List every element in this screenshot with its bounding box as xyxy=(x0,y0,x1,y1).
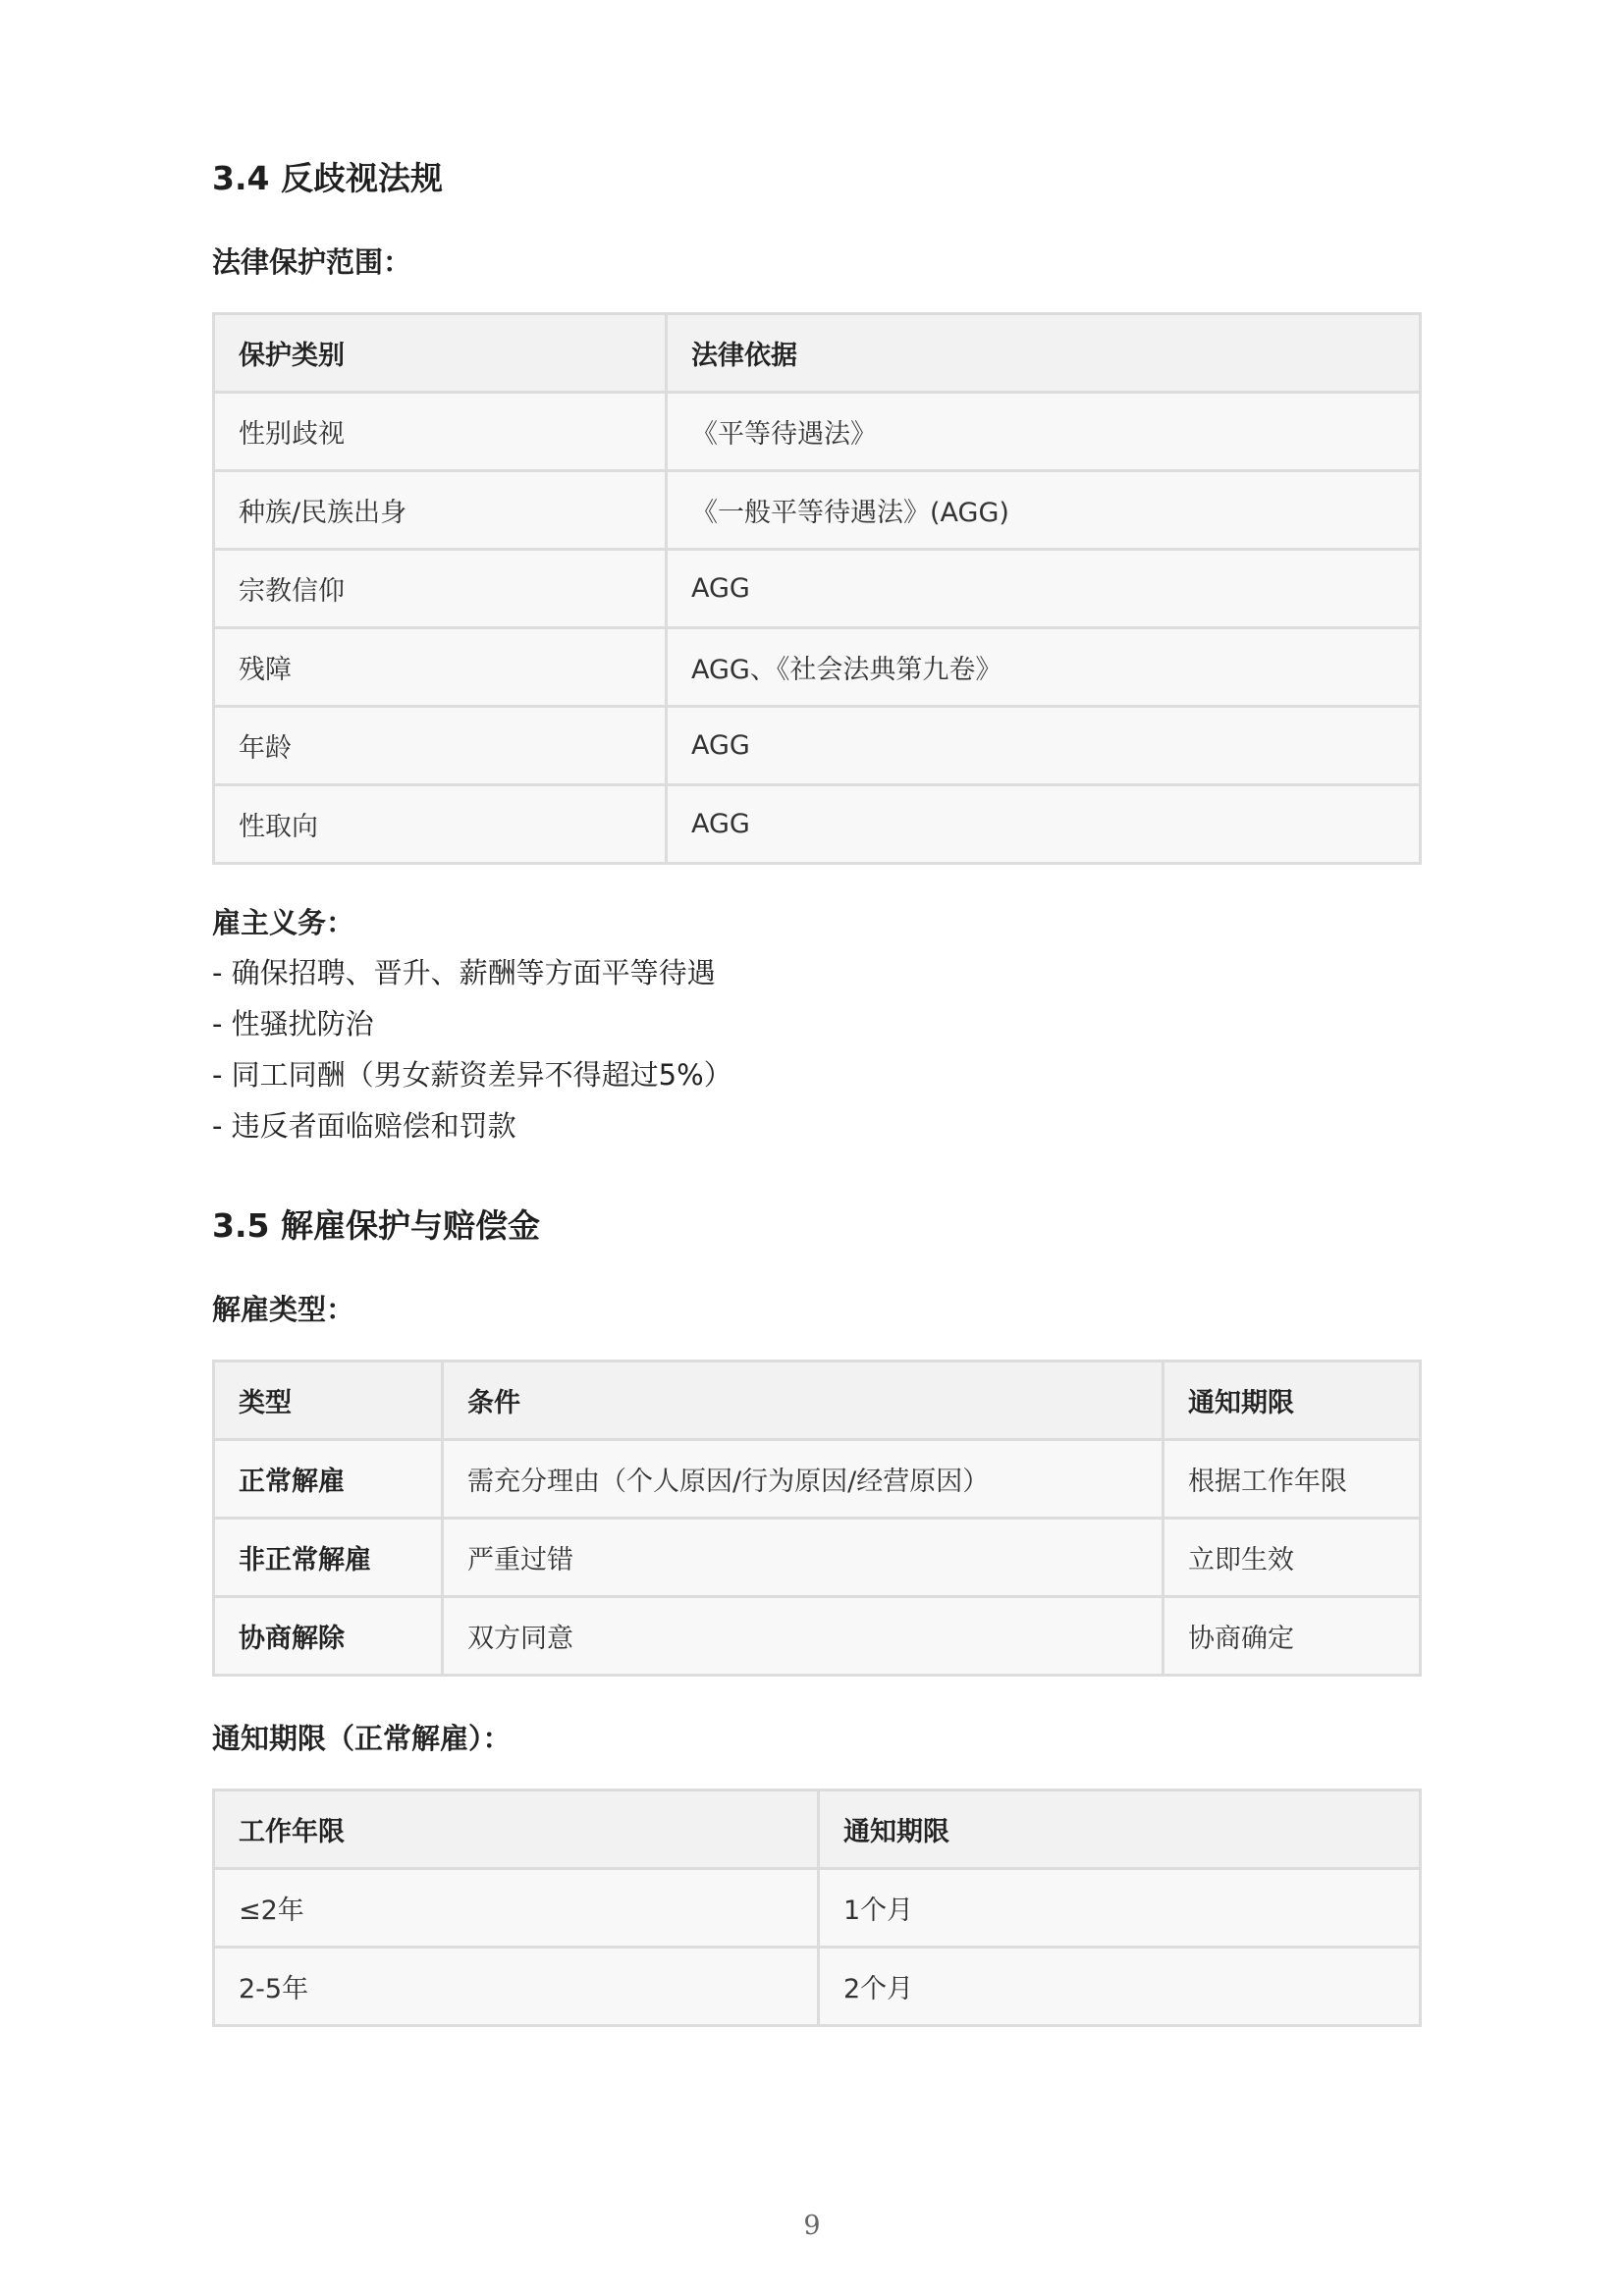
column-header: 条件 xyxy=(443,1362,1164,1440)
legal-basis-cell: 《一般平等待遇法》(AGG) xyxy=(667,471,1421,550)
dismissal-types-table xyxy=(212,1360,1422,1677)
protection-category-cell: 年龄 xyxy=(214,707,667,785)
table-row xyxy=(214,1597,1421,1676)
table-row xyxy=(214,707,1421,785)
years-of-service-cell: ≤2年 xyxy=(214,1869,819,1948)
notice-cell: 协商确定 xyxy=(1164,1597,1421,1676)
column-header: 类型 xyxy=(214,1362,443,1440)
table-row xyxy=(214,628,1421,707)
notice-cell: 立即生效 xyxy=(1164,1519,1421,1597)
legal-basis-cell: AGG xyxy=(667,707,1421,785)
employer-duties-heading: 雇主义务： xyxy=(212,906,355,939)
dismissal-types-heading: 解雇类型： xyxy=(212,1293,355,1326)
protection-category-cell: 宗教信仰 xyxy=(214,550,667,628)
protection-category-cell: 种族/民族出身 xyxy=(214,471,667,550)
list-item: - 同工同酬（男女薪资差异不得超过5%） xyxy=(212,1058,732,1092)
page-number: 9 xyxy=(803,2211,821,2241)
table-row xyxy=(214,1869,1421,1948)
list-item: - 性骚扰防治 xyxy=(212,1007,374,1041)
protection-category-cell: 残障 xyxy=(214,628,667,707)
condition-cell: 严重过错 xyxy=(443,1519,1164,1597)
dismissal-type-cell: 正常解雇 xyxy=(214,1440,443,1519)
protection-category-cell: 性别歧视 xyxy=(214,393,667,471)
table-row xyxy=(214,785,1421,864)
legal-basis-cell: AGG、《社会法典第九卷》 xyxy=(667,628,1421,707)
section-title-dismissal-protection: 3.5 解雇保护与赔偿金 xyxy=(212,1206,540,1245)
table-row xyxy=(214,1948,1421,2026)
column-header: 通知期限 xyxy=(819,1790,1421,1869)
column-header: 法律依据 xyxy=(667,314,1421,393)
notice-period-cell: 2个月 xyxy=(819,1948,1421,2026)
legal-basis-cell: 《平等待遇法》 xyxy=(667,393,1421,471)
dismissal-type-cell: 协商解除 xyxy=(214,1597,443,1676)
legal-basis-cell: AGG xyxy=(667,550,1421,628)
notice-period-heading: 通知期限（正常解雇）： xyxy=(212,1722,512,1755)
table-row xyxy=(214,471,1421,550)
section-title-anti-discrimination: 3.4 反歧视法规 xyxy=(212,159,443,197)
protection-table xyxy=(212,312,1422,865)
condition-cell: 需充分理由（个人原因/行为原因/经营原因） xyxy=(443,1440,1164,1519)
notice-period-table xyxy=(212,1789,1422,2027)
table-row xyxy=(214,1440,1421,1519)
condition-cell: 双方同意 xyxy=(443,1597,1164,1676)
notice-period-cell: 1个月 xyxy=(819,1869,1421,1948)
page-content xyxy=(212,157,1422,2027)
spacer xyxy=(212,1677,1422,1720)
protection-scope-heading: 法律保护范围： xyxy=(212,245,412,279)
list-item: - 违反者面临赔偿和罚款 xyxy=(212,1109,516,1143)
table-row xyxy=(214,550,1421,628)
table-header-row xyxy=(214,1362,1421,1440)
table-row xyxy=(214,393,1421,471)
protection-category-cell: 性取向 xyxy=(214,785,667,864)
table-row xyxy=(214,1519,1421,1597)
list-item: - 确保招聘、晋升、薪酬等方面平等待遇 xyxy=(212,956,716,989)
column-header: 工作年限 xyxy=(214,1790,819,1869)
years-of-service-cell: 2-5年 xyxy=(214,1948,819,2026)
column-header: 通知期限 xyxy=(1164,1362,1421,1440)
column-header: 保护类别 xyxy=(214,314,667,393)
table-header-row xyxy=(214,314,1421,393)
dismissal-type-cell: 非正常解雇 xyxy=(214,1519,443,1597)
table-header-row xyxy=(214,1790,1421,1869)
employer-duties xyxy=(212,904,1422,1151)
notice-cell: 根据工作年限 xyxy=(1164,1440,1421,1519)
legal-basis-cell: AGG xyxy=(667,785,1421,864)
